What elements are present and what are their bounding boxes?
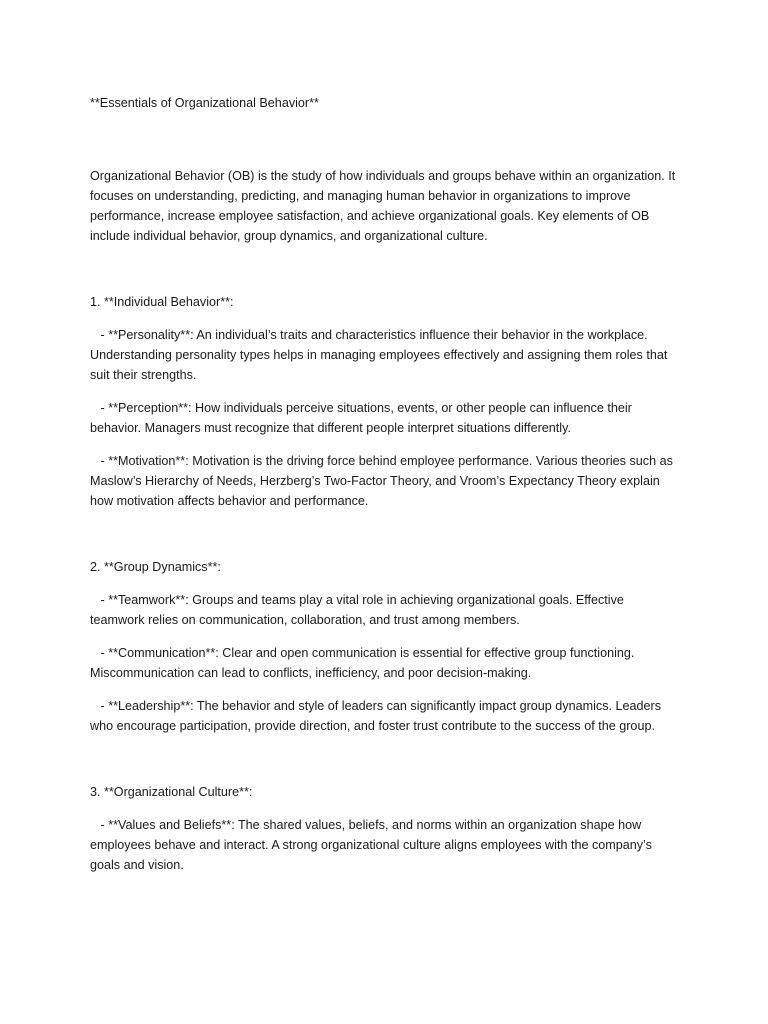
list-item-text: **Motivation**: Motivation is the driving force behind employee performance. Various theories such as Maslow’s Hierarchy of Needs, Herzberg’s Two-Factor Theory, and Vroom’s Expectancy Theory explain how motivation affects behavior and performance. (90, 454, 673, 508)
intro-paragraph: Organizational Behavior (OB) is the study of how individuals and groups behave within an organization. It focuses on understanding, predicting, and managing human behavior in organizations to improve performance, increase employee satisfaction, and achieve organizational goals. Key elements of OB include individual behavior, group dynamics, and organizational culture. (90, 169, 676, 243)
list-item-teamwork (90, 590, 680, 630)
list-item-text: **Leadership**: The behavior and style of leaders can significantly impact group dynamics. Leaders who encourage participation, provide direction, and foster trust contribute to the success of the group. (90, 699, 662, 733)
list-item-values-and-beliefs (90, 815, 680, 875)
list-item-text: **Communication**: Clear and open communication is essential for effective group functioning. Miscommunication can lead to conflicts, inefficiency, and poor decision-making. (90, 646, 635, 680)
list-item-text: **Personality**: An individual’s traits and characteristics influence their behavior in the workplace. Understanding personality types helps in managing employees effectively and assigning them roles that suit their strengths. (90, 328, 668, 382)
list-bullet: - (90, 401, 109, 415)
list-bullet: - (90, 593, 109, 607)
list-item-perception (90, 398, 680, 438)
list-bullet: - (90, 328, 109, 342)
section-heading-organizational-culture: 3. **Organizational Culture**: (90, 785, 253, 799)
list-bullet: - (90, 646, 109, 660)
document-title: **Essentials of Organizational Behavior** (90, 96, 319, 110)
list-bullet: - (90, 699, 109, 713)
list-item-text: **Perception**: How individuals perceive situations, events, or other people can influence their behavior. Managers must recognize that different people interpret situations differently. (90, 401, 632, 435)
list-item-communication (90, 643, 680, 683)
list-item-personality (90, 325, 680, 385)
document-content (90, 93, 680, 888)
list-item-text: **Teamwork**: Groups and teams play a vital role in achieving organizational goals. Effective teamwork relies on communication, collaboration, and trust among members. (90, 593, 624, 627)
section-heading-group-dynamics: 2. **Group Dynamics**: (90, 560, 221, 574)
list-item-motivation (90, 451, 680, 511)
list-bullet: - (90, 818, 109, 832)
list-item-text: **Values and Beliefs**: The shared values, beliefs, and norms within an organization shape how employees behave and interact. A strong organizational culture aligns employees with the company’s goals and vision. (90, 818, 652, 872)
section-heading-individual-behavior: 1. **Individual Behavior**: (90, 295, 234, 309)
list-bullet: - (90, 454, 109, 468)
list-item-leadership (90, 696, 680, 736)
